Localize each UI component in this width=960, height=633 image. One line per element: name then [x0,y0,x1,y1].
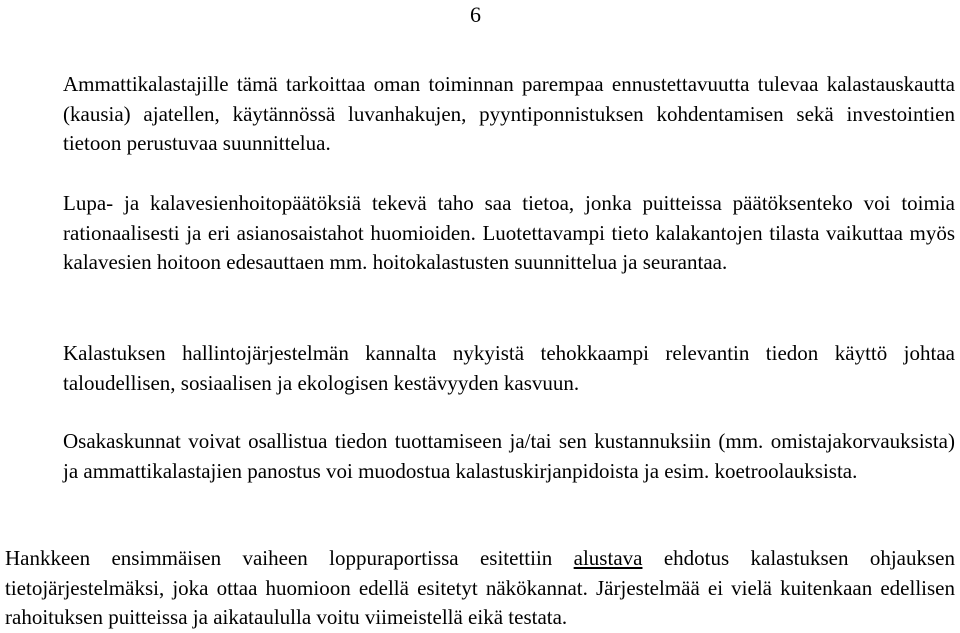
paragraph-permit-authority: Lupa- ja kalavesienhoitopäätöksiä tekevä taho saa tietoa, jonka puitteissa päätöksenteko voi toimia rationaalisesti ja eri asianosaistahot huomioiden. Luotettavampi tieto kalakantojen tilasta vaikuttaa myös kalavesien hoitoon edesauttaen mm. hoitokalastusten suunnittelua ja seurantaa. [63,191,955,274]
page-number: 6 [470,2,481,27]
underlined-word: alustava [573,546,643,570]
paragraph-management-system: Kalastuksen hallintojärjestelmän kannalta nykyistä tehokkaampi relevantin tiedon käyttö johtaa taloudellisen, sosiaalisen ja ekologisen kestävyyden kasvuun. [63,341,955,395]
paragraph-project-report [5,544,955,633]
paragraph-shareholders: Osakaskunnat voivat osallistua tiedon tuottamiseen ja/tai sen kustannuksiin (mm. omistajakorvauksista) ja ammattikalastajien panostus voi muodostua kalastuskirjanpidoista ja esim. koetroolauksista. [63,429,955,483]
report-text-start: Hankkeen ensimmäisen vaiheen loppuraportissa esitettiin [5,546,574,570]
paragraph-fishermen: Ammattikalastajille tämä tarkoittaa oman toiminnan parempaa ennustettavuutta tulevaa kalastauskautta (kausia) ajatellen, käytännössä luvanhakujen, pyyntiponnistuksen kohdentamisen sekä investointien tietoon perustuvaa suunnittelua. [63,72,955,155]
report-text-end: ehdotus kalastuksen ohjauksen tietojärjestelmäksi, joka ottaa huomioon edellä esitetyt näkökannat. Järjestelmää ei vielä kuitenkaan edellisen rahoituksen puitteissa ja aikataululla voitu viimeistellä eikä testata. [5,546,955,629]
